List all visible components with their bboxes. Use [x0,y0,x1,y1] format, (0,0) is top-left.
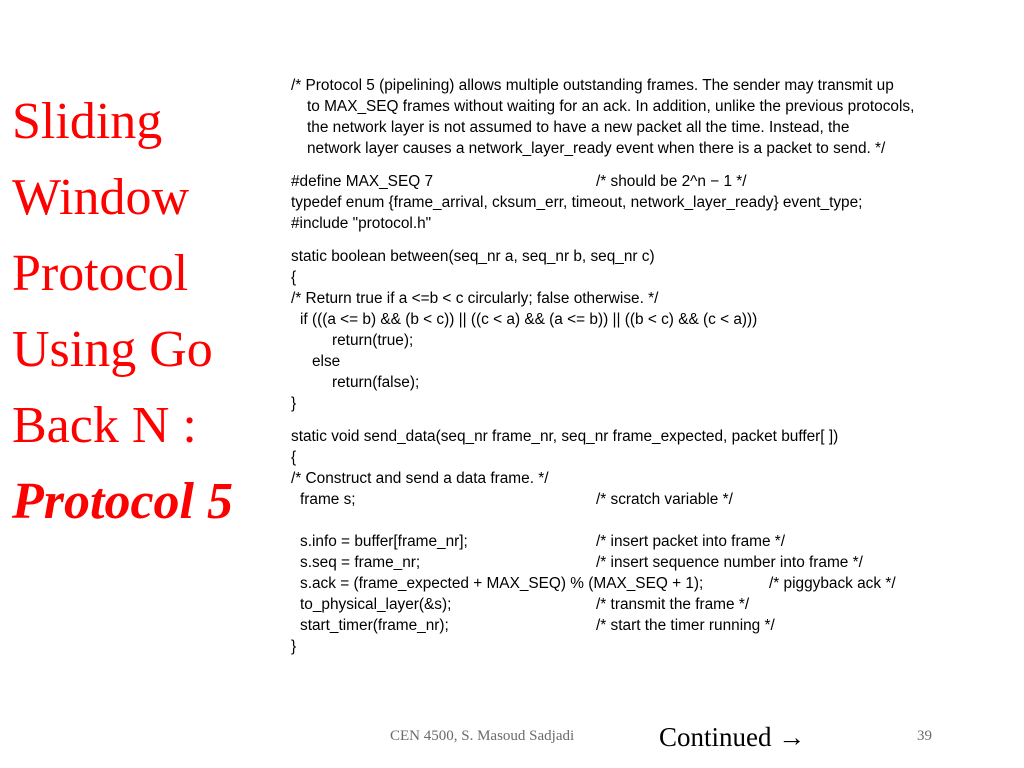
page-number: 39 [917,728,932,744]
code-text: } [291,395,297,412]
title-line: Sliding [12,93,163,150]
code-text: network layer causes a network_layer_ready event when there is a packet to send. */ [307,140,886,157]
code-text: the network layer is not assumed to have a new packet all the time. Instead, the [307,119,850,136]
code-text: /* Return true if a <=b < c circularly; false otherwise. */ [291,290,659,307]
code-line [291,213,1016,234]
code-line [291,288,1016,309]
code-text: return(false); [332,374,420,391]
code-text: return(true); [332,332,414,349]
code-comment: /* start the timer running */ [596,617,775,634]
code-text: /* Construct and send a data frame. */ [291,470,549,487]
code-listing [291,75,1016,657]
code-text: frame s; [300,491,356,508]
code-comment: /* piggyback ack */ [769,575,896,592]
code-text: } [291,638,297,655]
code-text: if (((a <= b) && (b < c)) || ((c < a) && (a <= b)) || ((b < c) && (c < a))) [300,311,758,328]
code-line [291,138,1016,159]
code-text: static boolean between(seq_nr a, seq_nr b, seq_nr c) [291,248,655,265]
title-line: Back N : [12,396,197,454]
code-text: to_physical_layer(&s); [300,596,452,613]
code-line [291,309,1016,330]
code-line [291,510,1016,531]
code-text: #define MAX_SEQ 7 [291,173,434,190]
code-comment: /* transmit the frame */ [596,596,750,613]
code-text: start_timer(frame_nr); [300,617,449,634]
title-line: Using Go [12,320,213,378]
code-line [291,615,1016,636]
code-line [291,447,1016,468]
title-emphasis: Protocol 5 [12,472,233,530]
code-line [291,531,1016,552]
code-text: #include "protocol.h" [291,215,432,232]
code-line [291,552,1016,573]
code-text: /* Protocol 5 (pipelining) allows multiple outstanding frames. The sender may transmit up [291,77,894,94]
code-line [291,372,1016,393]
code-line [291,75,1016,96]
slide-title [12,84,282,539]
code-line [291,636,1016,657]
code-line [291,489,1016,510]
code-line [291,330,1016,351]
code-comment: /* insert sequence number into frame */ [596,554,863,571]
code-line [291,426,1016,447]
code-text: static void send_data(seq_nr frame_nr, seq_nr frame_expected, packet buffer[ ]) [291,428,839,445]
slide-footer [0,724,1024,754]
code-line [291,594,1016,615]
code-line [291,246,1016,267]
code-text: to MAX_SEQ frames without waiting for an ack. In addition, unlike the previous protocols, [307,98,915,115]
code-line [291,171,1016,192]
continued-link[interactable]: Continued → [659,722,806,752]
code-text: typedef enum {frame_arrival, cksum_err, timeout, network_layer_ready} event_type; [291,194,863,211]
code-line [291,573,1016,594]
code-text: { [291,269,297,286]
code-text: else [312,353,341,370]
code-line [291,267,1016,288]
footer-course: CEN 4500, S. Masoud Sadjadi [390,728,575,744]
code-text: s.seq = frame_nr; [300,554,421,571]
code-line [291,393,1016,414]
code-comment: /* scratch variable */ [596,491,733,508]
title-line: Protocol [12,244,189,302]
code-line [291,117,1016,138]
code-comment: /* insert packet into frame */ [596,533,786,550]
code-text: s.info = buffer[frame_nr]; [300,533,468,550]
code-line [291,96,1016,117]
code-comment: /* should be 2^n − 1 */ [596,173,747,190]
code-text: s.ack = (frame_expected + MAX_SEQ) % (MAX_SEQ + 1); [300,575,704,592]
code-text: { [291,449,297,466]
code-line [291,468,1016,489]
code-line [291,351,1016,372]
title-line: Window [12,168,189,226]
code-line [291,192,1016,213]
